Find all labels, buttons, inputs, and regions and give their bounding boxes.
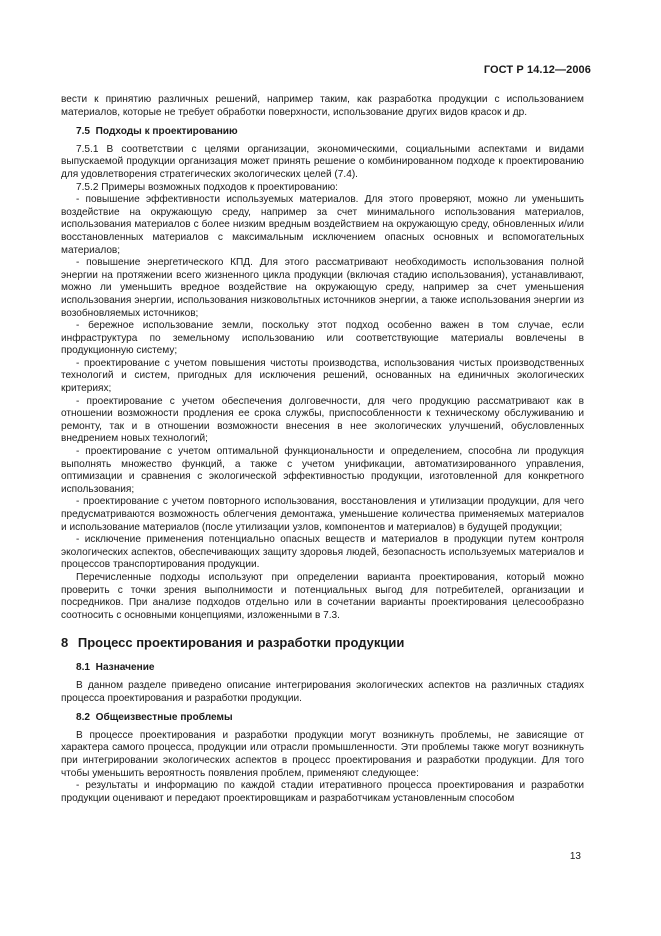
subsection-heading-8-1 xyxy=(76,662,584,675)
paragraph-8-1: В данном разделе приведено описание интегрирования экологических аспектов на различных стадиях процесса проектирования и разработки продукции. xyxy=(61,679,584,704)
document-id-header: ГОСТ Р 14.12—2006 xyxy=(483,64,591,76)
list-item: - повышение энергетического КПД. Для этого рассматривают необходимость использования полной энергии на протяжении всего жизненного цикла продукции (включая стадию использования), устанавливают, можно ли уменьшить вредное воздействие на окружающую среду, например за счет уменьшения использования энергии, использования низковольтных источников энергии, а также использования энергии из возобновляемых источников; xyxy=(61,257,584,319)
subsection-number: 8.2 xyxy=(76,712,91,724)
list-item: - проектирование с учетом повышения чистоты производства, использования чистых производственных технологий и систем, пригодных для исключения решений, основанных на единичных экологических критериях; xyxy=(61,357,584,395)
list-item: - исключение применения потенциально опасных веществ и материалов в продукции путем контроля экологических аспектов, обеспечивающих защиту здоровья людей, безопасность используемых материалов и процессов транспортирования продукции. xyxy=(61,534,584,571)
section-heading-8 xyxy=(61,635,584,651)
list-item: - результаты и информацию по каждой стадии итеративного процесса проектирования и разработки продукции оценивают и передают проектировщикам и разработчикам установленным способом xyxy=(61,780,584,804)
subsection-title: Общеизвестные проблемы xyxy=(95,712,233,724)
subsection-heading-8-2 xyxy=(76,712,584,725)
section-number: 8 xyxy=(61,635,69,651)
list-item: - бережное использование земли, поскольку этот подход особенно важен в том случае, если инфраструктура по земельному использованию или соответствующие материалы вовлечены в продукционную систему; xyxy=(61,320,584,357)
list-item: - проектирование с учетом обеспечения долговечности, для чего продукцию рассматривают как в отношении возможности продления ее срока службы, приспособленности к техническому обслуживанию и ремонту, так и в отношении возможности внесения в нее экологических улучшений, обусловленных внедрением новых технологий; xyxy=(61,395,584,445)
list-item: - повышение эффективности используемых материалов. Для этого проверяют, можно ли уменьшить воздействие на окружающую среду, например за счет минимального использования материалов, использования материалов с более низким вредным воздействием на окружающую среду, обновленных и/или восстановленных материалов с максимальным исключением опасных основных и вспомогательных материалов; xyxy=(61,194,584,256)
page-number: 13 xyxy=(569,851,581,862)
subsection-title: Подходы к проектированию xyxy=(95,126,238,138)
subsection-heading-7-5 xyxy=(76,126,584,139)
paragraph-7-5-1: 7.5.1 В соответствии с целями организации, экономическими, социальными аспектами и видами выпускаемой продукции организация может принять решение о комбинированном подходе к проектированию для удовлетворения стратегических экологических целей (7.4). xyxy=(61,143,584,180)
subsection-number: 7.5 xyxy=(76,126,91,138)
list-item: - проектирование с учетом повторного использования, восстановления и утилизации продукции, для чего предусматриваются возможность облегчения демонтажа, уменьшение количества применяемых материалов и использование материалов (после утилизации узлов, компонентов и материалов) в будущей продукции; xyxy=(61,496,584,533)
paragraph-8-2: В процессе проектирования и разработки продукции могут возникнуть проблемы, не зависящие от характера самого процесса, продукции или отрасли промышленности. Эти проблемы также могут возникнуть при интегрировании экологических аспектов в процесс проектирования и разработки продукции. Для того чтобы уменьшить вероятность появления проблем, применяют следующее: xyxy=(61,729,584,779)
paragraph-7-5-2: 7.5.2 Примеры возможных подходов к проектированию: xyxy=(76,181,338,193)
conclusion-paragraph: Перечисленные подходы используют при определении варианта проектирования, который можно проверить с точки зрения выполнимости и потенциальных выгод для потребителей, организации и посредников. При анализе подходов отдельно или в сочетании варианты проектирования целесообразно соотносить с основными концепциями, изложенными в 7.3. xyxy=(61,571,584,621)
list-item: - проектирование с учетом оптимальной функциональности и определением, способна ли продукция выполнять множество функций, а также с учетом унификации, автоматизированного управления, оптимизации и сравнения с экологической эффективностью продукции, изготовленной для конкретного использования; xyxy=(61,446,584,495)
page-body xyxy=(61,94,584,805)
intro-paragraph: вести к принятию различных решений, например таким, как разработка продукции с использованием материалов, которые не требует обработки поверхности, использование других видов красок и др. xyxy=(61,94,584,118)
section-title: Процесс проектирования и разработки продукции xyxy=(77,635,405,651)
subsection-title: Назначение xyxy=(95,662,155,674)
subsection-number: 8.1 xyxy=(76,662,91,674)
